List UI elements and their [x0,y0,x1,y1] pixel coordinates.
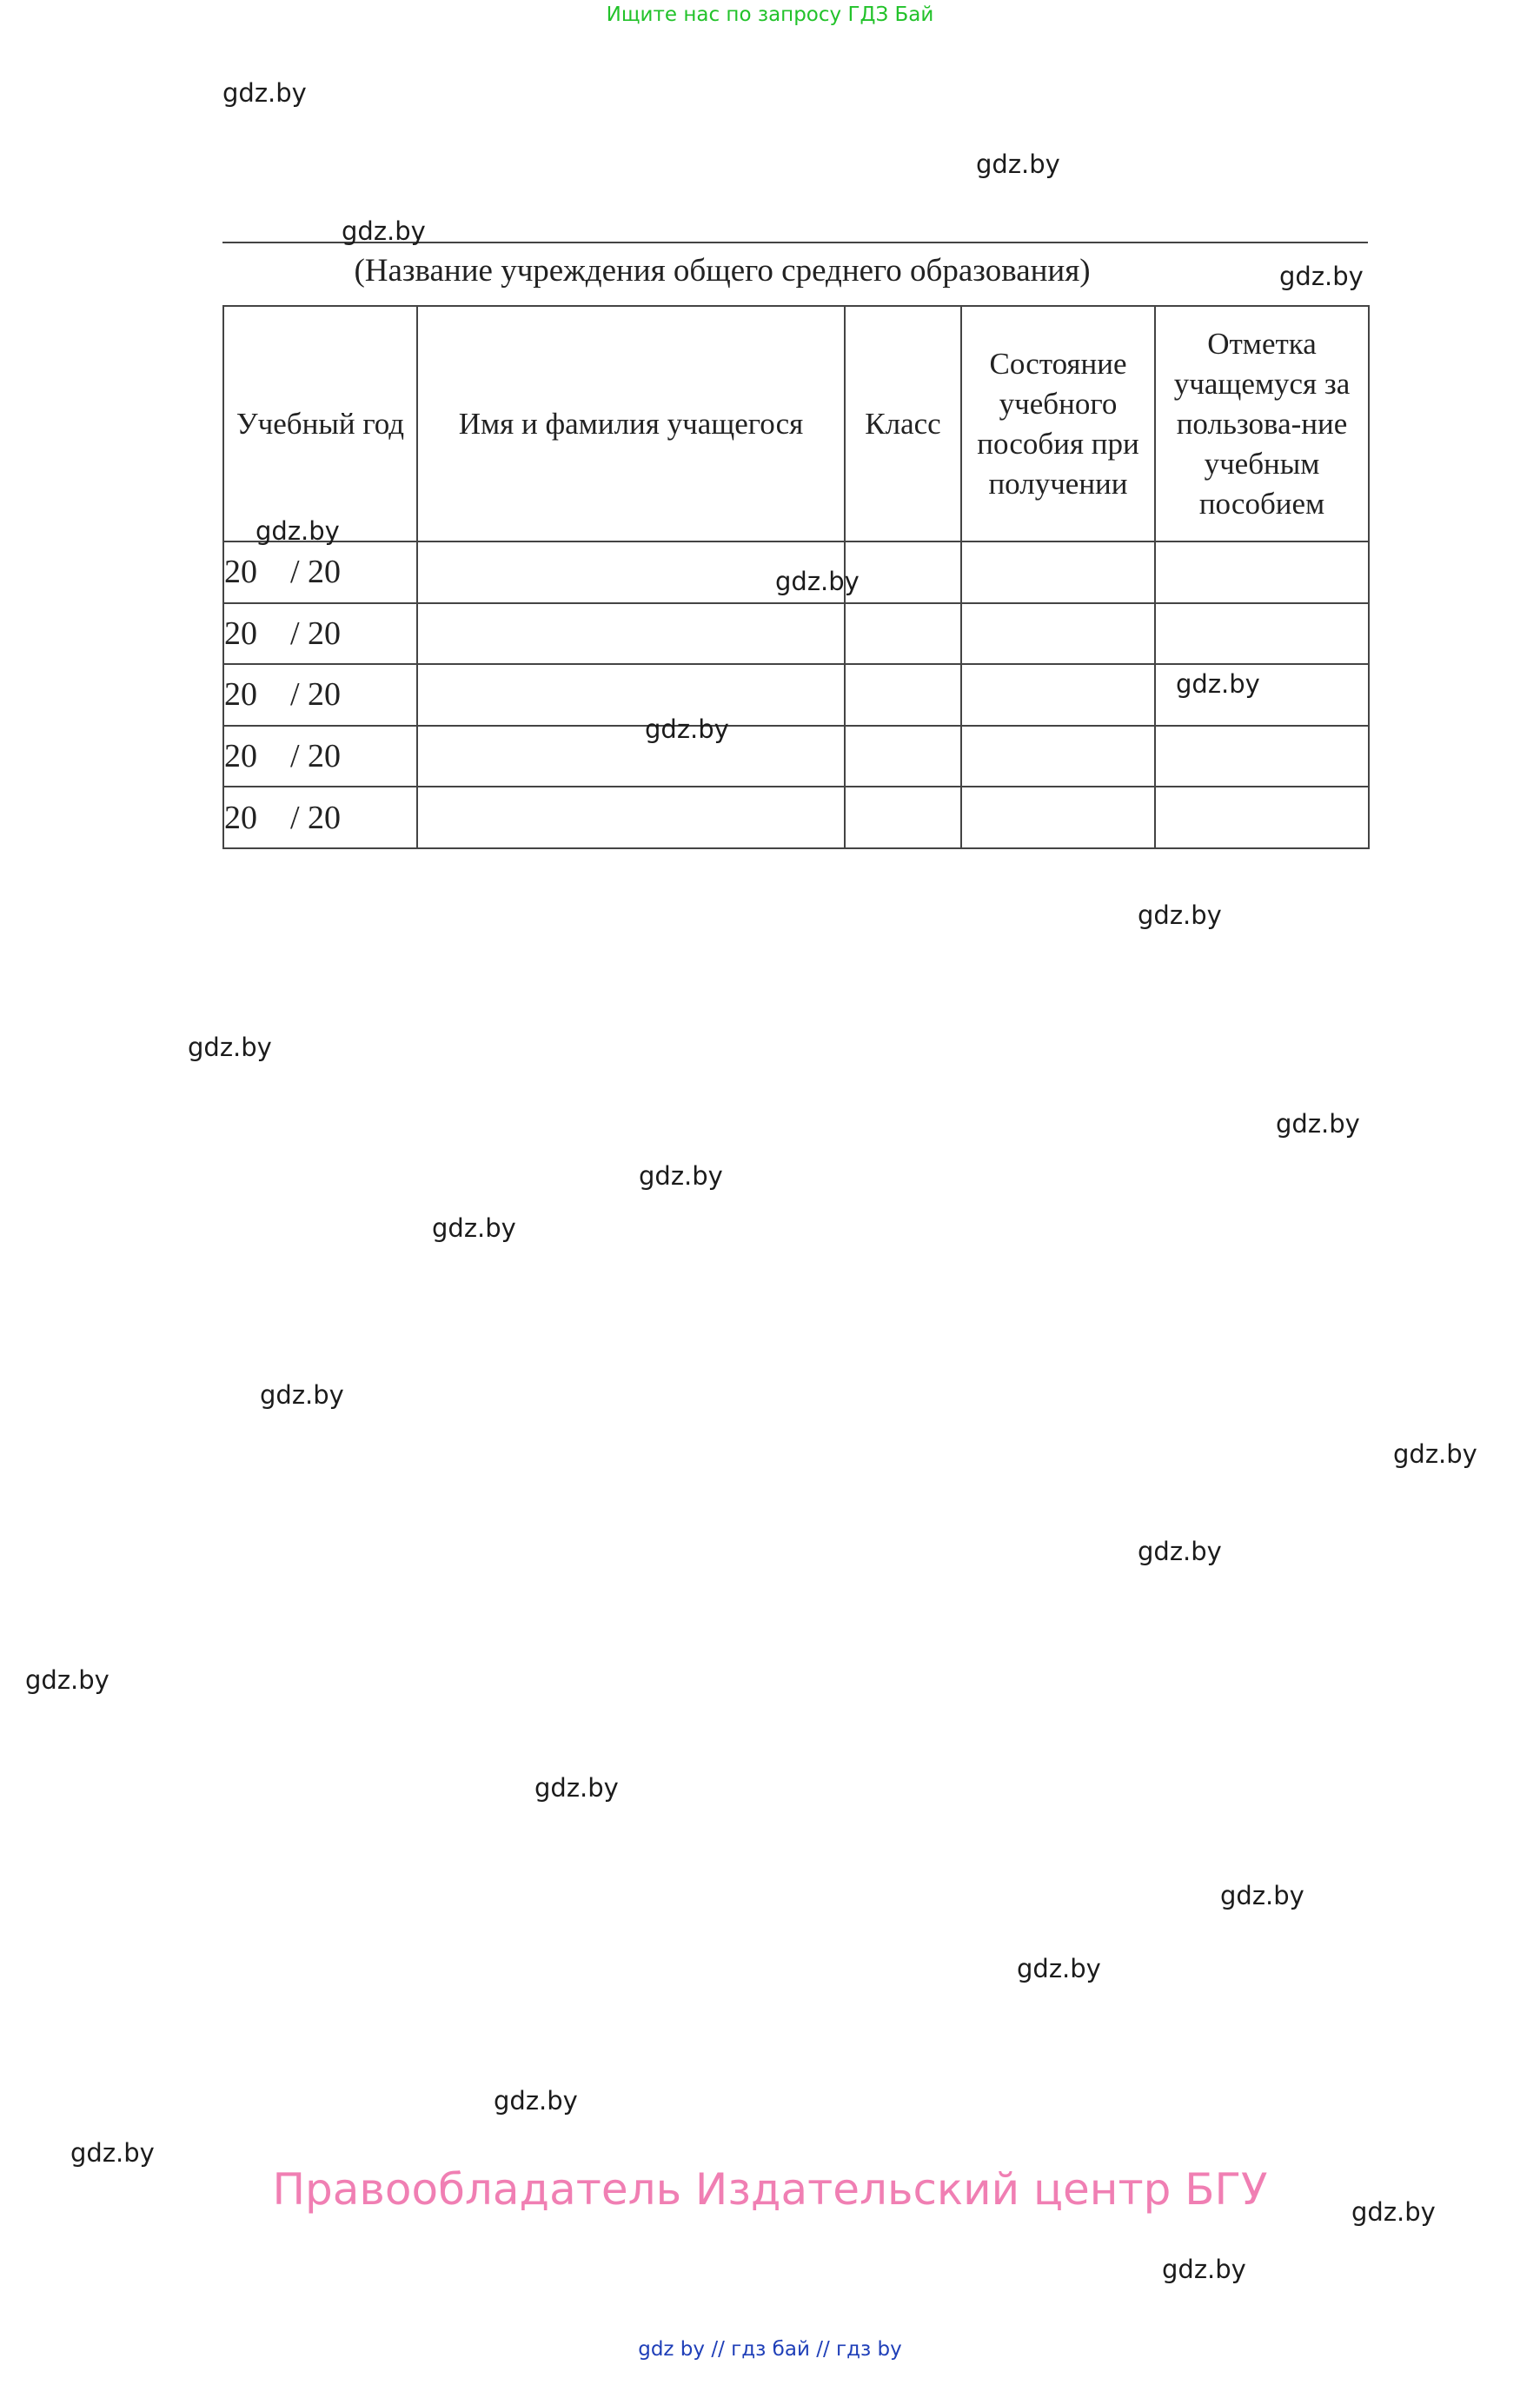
table-row [223,603,1369,665]
watermark: gdz.by [1017,1954,1101,1983]
student-name-cell[interactable] [417,787,845,848]
watermark: gdz.by [256,516,340,546]
class-cell[interactable] [845,787,961,848]
class-cell[interactable] [845,664,961,726]
copyright-credit: Правообладатель Издательский центр БГУ [272,2164,1268,2215]
header-usage-mark: Отметка учащемуся за пользова-ние учебным пособием [1155,306,1369,541]
footer-link-gdz-bai[interactable]: гдз бай [731,2338,810,2361]
watermark: gdz.by [1138,1537,1222,1566]
class-cell[interactable] [845,541,961,603]
watermark: gdz.by [342,216,426,246]
header-class: Класс [845,306,961,541]
table-row [223,726,1369,787]
watermark: gdz.by [1351,2197,1436,2227]
school-year-cell: 20 / 20 [223,541,417,603]
watermark: gdz.by [222,78,307,108]
footer-links [0,2338,1540,2361]
condition-cell[interactable] [961,664,1155,726]
watermark: gdz.by [1138,900,1222,930]
watermark: gdz.by [494,2086,578,2116]
institution-caption: (Название учреждения общего среднего образования) [354,253,1091,289]
condition-cell[interactable] [961,603,1155,665]
condition-cell[interactable] [961,541,1155,603]
header-student-name: Имя и фамилия учащегося [417,306,845,541]
watermark: gdz.by [1162,2255,1246,2284]
footer-link-gdz-by[interactable]: gdz by [638,2338,706,2361]
student-name-cell[interactable] [417,603,845,665]
school-year-cell: 20 / 20 [223,603,417,665]
watermark: gdz.by [639,1161,723,1191]
class-cell[interactable] [845,726,961,787]
usage-mark-cell[interactable] [1155,787,1369,848]
table-row [223,787,1369,848]
watermark: gdz.by [188,1033,272,1062]
watermark: gdz.by [1220,1881,1304,1910]
student-name-cell[interactable] [417,664,845,726]
watermark: gdz.by [1176,669,1260,699]
condition-cell[interactable] [961,726,1155,787]
footer-link-gdz-by-cyr[interactable]: гдз by [836,2338,902,2361]
header-school-year: Учебный год [223,306,417,541]
usage-mark-cell[interactable] [1155,726,1369,787]
usage-mark-cell[interactable] [1155,541,1369,603]
footer-separator: // [711,2338,725,2361]
watermark: gdz.by [432,1213,516,1243]
table-header-row [223,306,1369,541]
watermark: gdz.by [534,1773,619,1803]
watermark: gdz.by [645,714,729,744]
watermark: gdz.by [1276,1109,1360,1139]
school-year-cell: 20 / 20 [223,787,417,848]
school-year-cell: 20 / 20 [223,664,417,726]
watermark: gdz.by [775,567,860,596]
student-name-cell[interactable] [417,726,845,787]
header-condition: Состояние учебного пособия при получении [961,306,1155,541]
search-banner: Ищите нас по запросу ГДЗ Бай [606,3,934,26]
watermark: gdz.by [1279,262,1364,291]
school-year-cell: 20 / 20 [223,726,417,787]
watermark: gdz.by [1393,1439,1477,1469]
class-cell[interactable] [845,603,961,665]
condition-cell[interactable] [961,787,1155,848]
footer-separator: // [816,2338,830,2361]
watermark: gdz.by [70,2138,155,2168]
watermark: gdz.by [976,149,1060,179]
usage-mark-cell[interactable] [1155,603,1369,665]
watermark: gdz.by [25,1665,110,1695]
watermark: gdz.by [260,1380,344,1410]
